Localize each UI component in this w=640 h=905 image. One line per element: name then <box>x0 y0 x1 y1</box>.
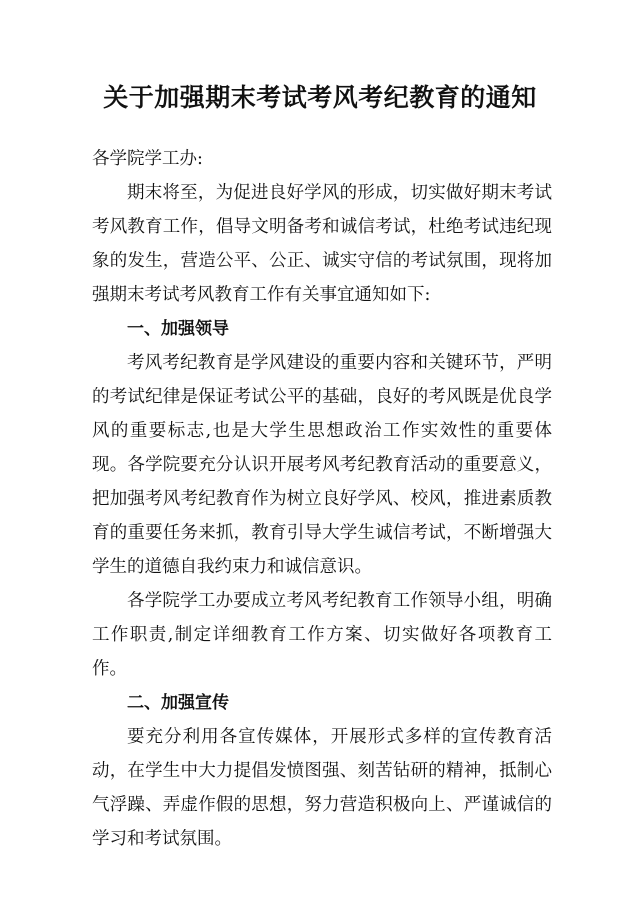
document-body <box>92 142 552 856</box>
leadership-paragraph-1: 考风考纪教育是学风建设的重要内容和关键环节，严明的考试纪律是保证考试公平的基础，良好的考风既是优良学风的重要标志,也是大学生思想政治工作实效性的重要体现。各学院要充分认识开展考风考纪教育活动的重要意义，把加强考风考纪教育作为树立良好学风、校风，推进素质教育的重要任务来抓，教育引导大学生诚信考试，不断增强大学生的道德自我约束力和诚信意识。 <box>92 353 552 577</box>
publicity-paragraph-1: 要充分利用各宣传媒体，开展形式多样的宣传教育活动，在学生中大力提倡发愤图强、刻苦钻研的精神，抵制心气浮躁、弄虚作假的思想，努力营造积极向上、严谨诚信的学习和考试氛围。 <box>92 727 552 849</box>
section-heading-publicity: 二、加强宣传 <box>127 693 229 713</box>
salutation: 各学院学工办: <box>92 149 203 169</box>
leadership-paragraph-2: 各学院学工办要成立考风考纪教育工作领导小组，明确工作职责,制定详细教育工作方案、切实做好各项教育工作。 <box>92 591 552 679</box>
document-title: 关于加强期末考试考风考纪教育的通知 <box>103 83 537 112</box>
intro-paragraph: 期末将至，为促进良好学风的形成，切实做好期末考试考风教育工作，倡导文明备考和诚信考试，杜绝考试违纪现象的发生，营造公平、公正、诚实守信的考试氛围，现将加强期末考试考风教育工作有关事宜通知如下: <box>92 183 552 305</box>
section-heading-leadership: 一、加强领导 <box>127 319 229 339</box>
